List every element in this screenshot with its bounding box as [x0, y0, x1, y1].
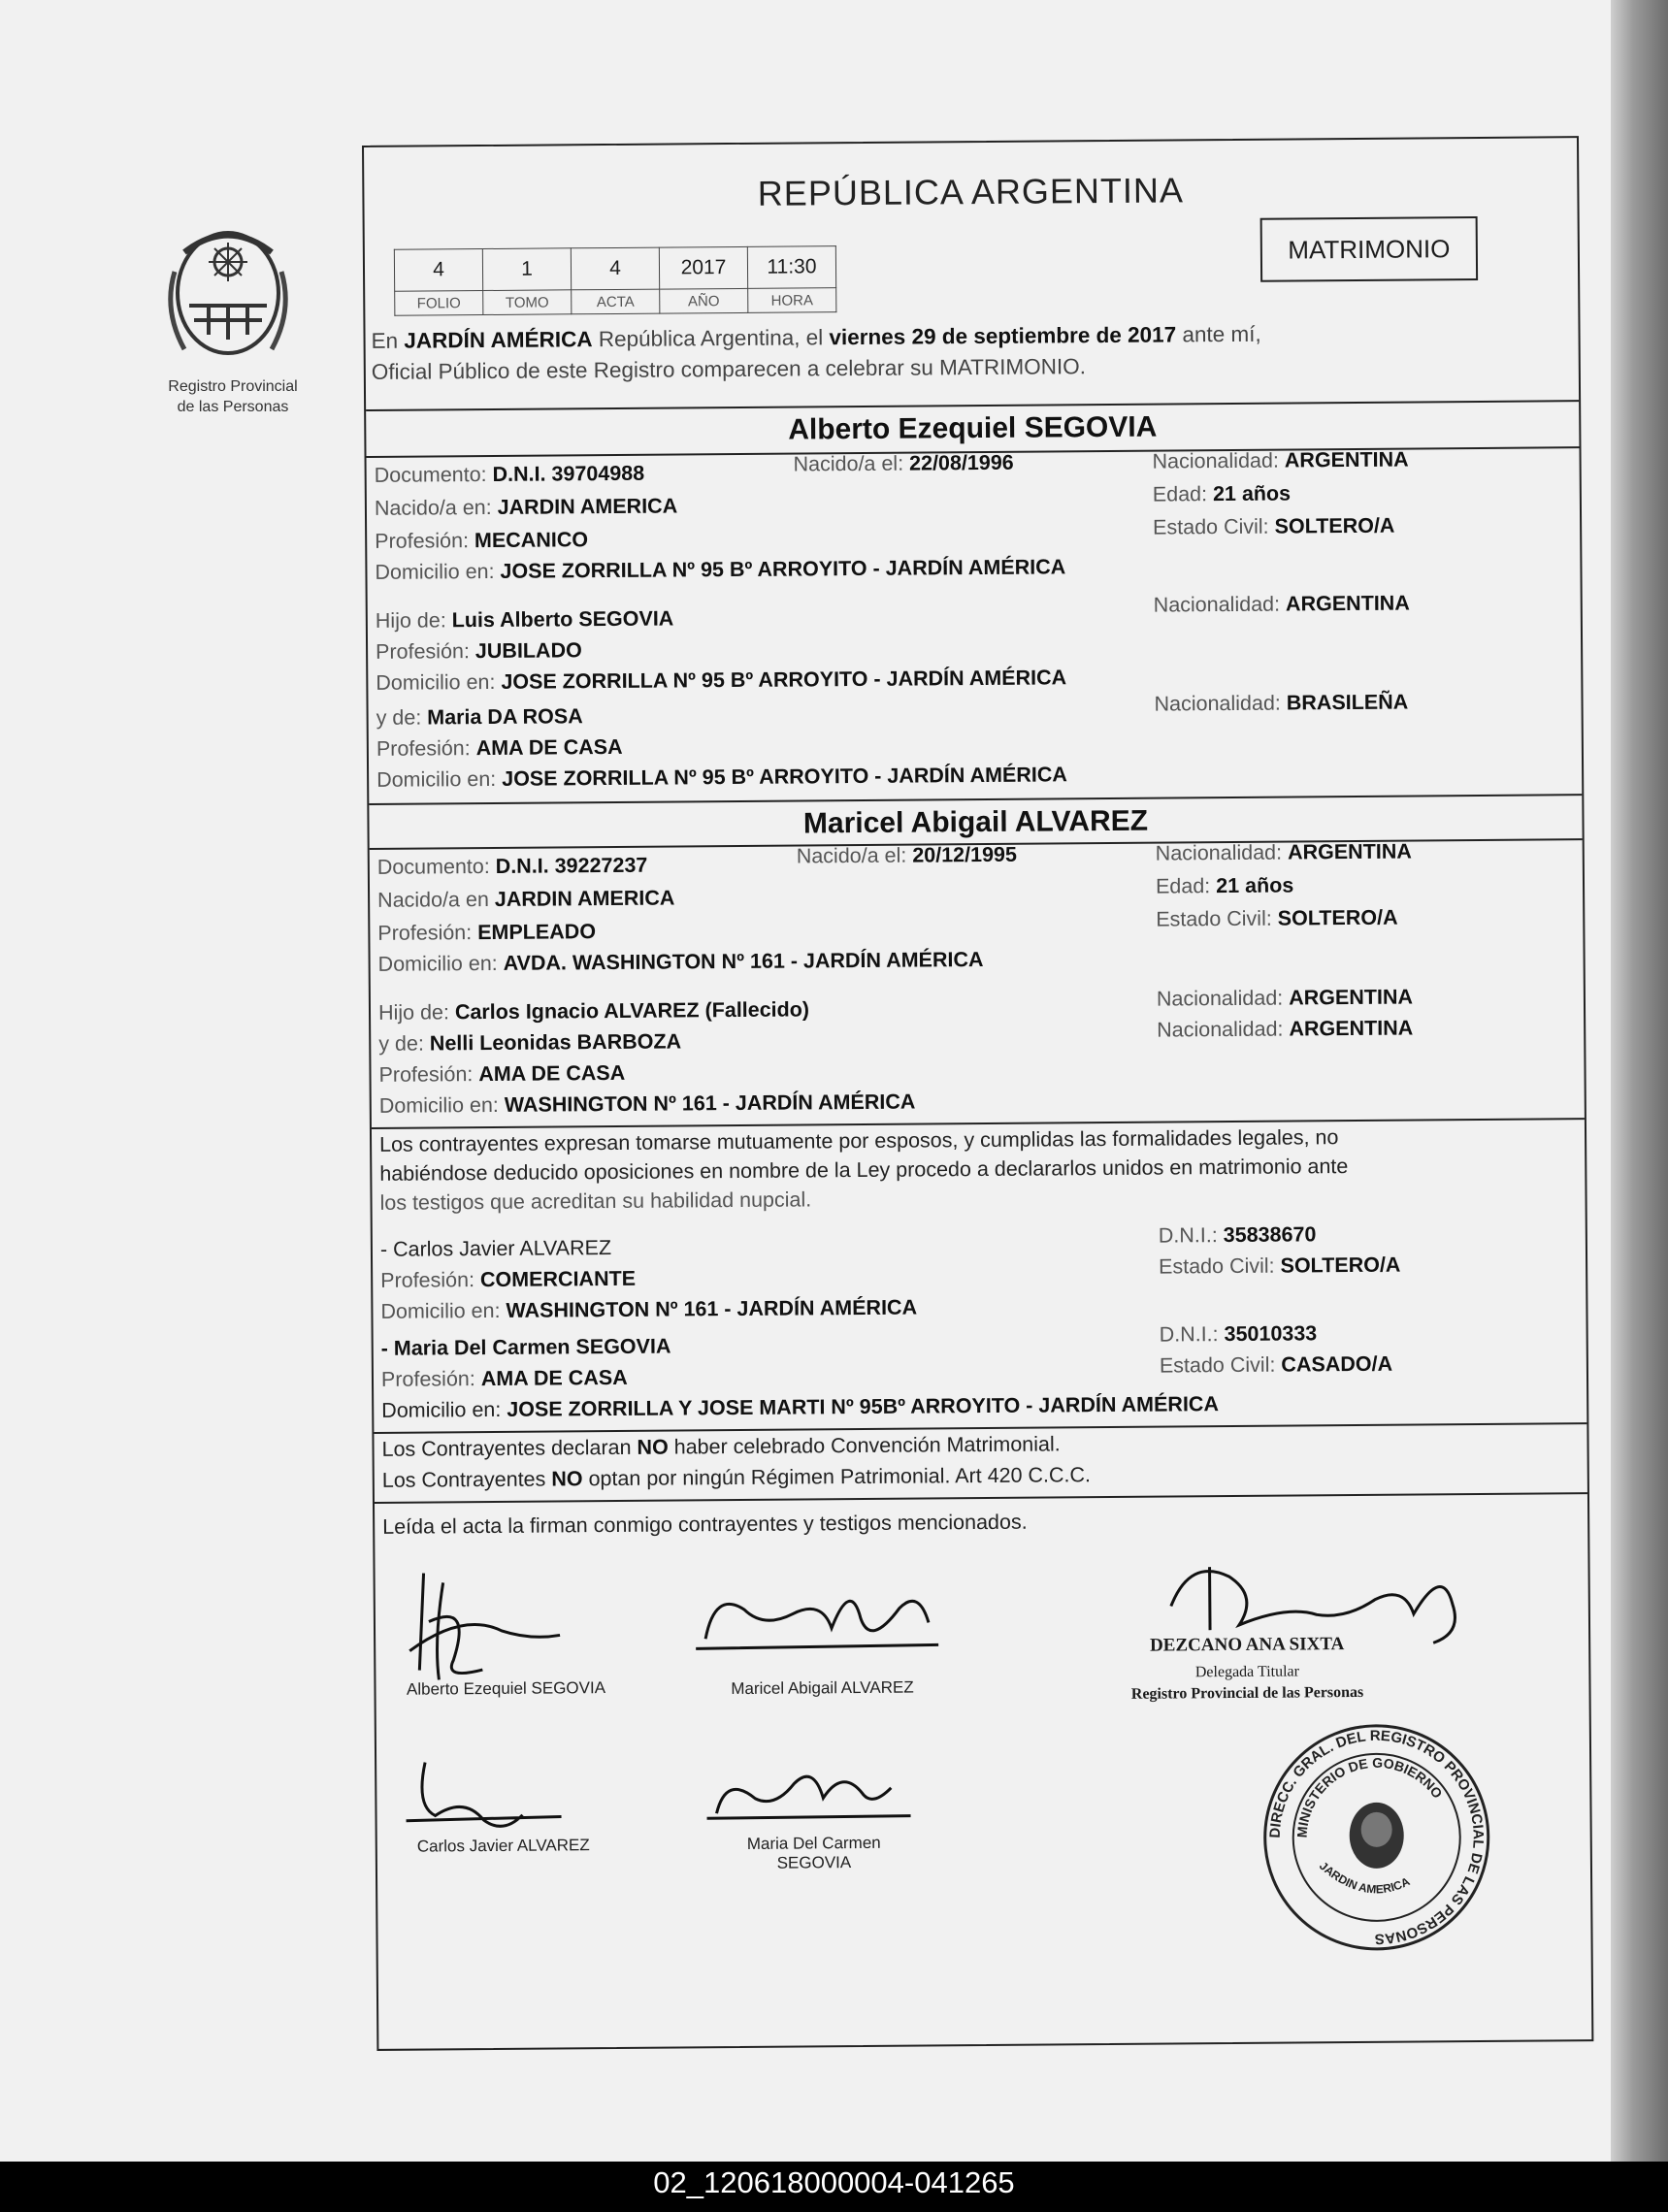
bride-civil-status: Estado Civil: SOLTERO/A	[1156, 905, 1398, 931]
year-value: 2017	[659, 246, 747, 289]
official-block	[1121, 1634, 1374, 1704]
seal-inner-text: MINISTERIO DE GOBIERNO	[1293, 1754, 1446, 1838]
groom-address: Domicilio en: JOSE ZORRILLA Nº 95 Bº ARROYITO - JARDÍN AMÉRICA	[375, 555, 1066, 584]
emblem-caption-line1: Registro Provincial	[168, 378, 298, 395]
groom-signature-label: Alberto Ezequiel SEGOVIA	[406, 1678, 606, 1699]
witness2-signature-icon	[697, 1754, 921, 1834]
acta-label: ACTA	[572, 289, 660, 314]
year-label: AÑO	[660, 288, 748, 313]
divider	[375, 1492, 1587, 1504]
bride-name: Maricel Abigail ALVAREZ	[802, 804, 1149, 840]
groom-mother-nationality: Nacionalidad: BRASILEÑA	[1154, 690, 1409, 716]
intro-place: JARDÍN AMÉRICA	[404, 327, 593, 353]
bride-nationality: Nacionalidad: ARGENTINA	[1155, 839, 1412, 865]
bride-mother: y de: Nelli Leonidas BARBOZA	[378, 1029, 682, 1056]
emblem-caption-line2: de las Personas	[177, 399, 289, 415]
intro-text-1: En	[371, 328, 405, 353]
bride-father-nationality: Nacionalidad: ARGENTINA	[1156, 985, 1414, 1011]
groom-name: Alberto Ezequiel SEGOVIA	[788, 410, 1158, 446]
witness1-name: - Carlos Javier ALVAREZ	[379, 1236, 612, 1261]
bride-profession: Profesión: EMPLEADO	[377, 920, 597, 945]
acta-value: 4	[571, 247, 659, 290]
regime-line2: Los Contrayentes NO optan por ningún Régimen Patrimonial. Art 420 C.C.C.	[381, 1463, 1092, 1492]
witness2-signature-label-line1: Maria Del Carmen	[746, 1833, 881, 1853]
intro-text-4: Oficial Público de este Registro comparecen a celebrar su MATRIMONIO.	[371, 354, 1087, 384]
bride-signature-icon	[686, 1569, 959, 1668]
declaration-line1: Los contrayentes expresan tomarse mutuamente por esposos, y cumplidas las formalidades legales, no	[378, 1125, 1339, 1156]
groom-mother-profession: Profesión: AMA DE CASA	[376, 734, 623, 761]
hour-label: HORA	[748, 288, 836, 313]
witness2-address: Domicilio en: JOSE ZORRILLA Y JOSE MARTI Nº 95Bº ARROYITO - JARDÍN AMÉRICA	[381, 1392, 1220, 1422]
tomo-label: TOMO	[483, 290, 572, 315]
intro-paragraph	[371, 316, 1574, 388]
intro-text-2: República Argentina, el	[592, 325, 830, 352]
groom-profession: Profesión: MECANICO	[375, 528, 589, 553]
groom-father-nationality: Nacionalidad: ARGENTINA	[1153, 591, 1410, 617]
groom-father-profession: Profesión: JUBILADO	[376, 638, 582, 664]
groom-signature-icon	[384, 1562, 579, 1690]
groom-birthdate: Nacido/a el: 22/08/1996	[793, 450, 1014, 476]
witness1-signature-label: Carlos Javier ALVAREZ	[416, 1836, 590, 1856]
hour-value: 11:30	[747, 246, 835, 289]
intro-text-3: ante mí,	[1176, 321, 1261, 347]
bride-age: Edad: 21 años	[1155, 873, 1294, 898]
bride-father: Hijo de: Carlos Ignacio ALVAREZ (Fallecido)	[377, 997, 810, 1025]
act-type-box	[1260, 216, 1479, 282]
witness2-civil-status: Estado Civil: CASADO/A	[1159, 1351, 1393, 1378]
emblem-caption	[136, 376, 330, 417]
groom-mother-address: Domicilio en: JOSE ZORRILLA Nº 95 Bº ARROYITO - JARDÍN AMÉRICA	[376, 763, 1067, 792]
witness2-signature-label	[717, 1834, 911, 1874]
groom-nationality: Nacionalidad: ARGENTINA	[1152, 447, 1409, 473]
official-office: Registro Provincial de las Personas	[1130, 1683, 1364, 1703]
seal-bottom-text: JARDIN AMERICA	[1317, 1859, 1413, 1897]
signatures-intro: Leída el acta la firman conmigo contrayentes y testigos mencionados.	[382, 1510, 1028, 1539]
witness2-profession: Profesión: AMA DE CASA	[380, 1365, 628, 1391]
certificate-title: REPÚBLICA ARGENTINA	[757, 170, 1185, 213]
bride-document: Documento: D.N.I. 39227237	[376, 853, 648, 879]
folio-value: 4	[394, 249, 482, 292]
official-name: DEZCANO ANA SIXTA	[1149, 1634, 1345, 1656]
footer-code: 02_120618000004-041265	[653, 2165, 1015, 2199]
registry-values-row	[394, 246, 835, 292]
declaration-line3: los testigos que acreditan su habilidad nupcial.	[379, 1187, 812, 1215]
groom-mother: y de: Maria DA ROSA	[376, 704, 583, 730]
marriage-certificate	[362, 136, 1593, 2051]
groom-birthplace: Nacido/a en: JARDIN AMERICA	[374, 494, 678, 520]
groom-civil-status: Estado Civil: SOLTERO/A	[1153, 513, 1395, 539]
declaration-line2: habiéndose deducido oposiciones en nombre de la Ley procedo a declararlos unidos en matrimonio ante	[379, 1155, 1349, 1186]
witness2-name: - Maria Del Carmen SEGOVIA	[380, 1334, 671, 1360]
bride-address: Domicilio en: AVDA. WASHINGTON Nº 161 - JARDÍN AMÉRICA	[377, 947, 984, 976]
groom-father-address: Domicilio en: JOSE ZORRILLA Nº 95 Bº ARROYITO - JARDÍN AMÉRICA	[376, 666, 1067, 695]
witness1-profession: Profesión: COMERCIANTE	[380, 1266, 637, 1292]
provincial-emblem-icon	[155, 213, 301, 369]
bride-signature-label: Maricel Abigail ALVAREZ	[731, 1677, 914, 1699]
witness1-dni: D.N.I.: 35838670	[1158, 1222, 1317, 1248]
groom-age: Edad: 21 años	[1152, 481, 1292, 506]
seal-outer-text: DIRECC. GRAL. DEL REGISTRO PROVINCIAL DE LAS PERSONAS	[1266, 1727, 1487, 1947]
groom-document: Documento: D.N.I. 39704988	[374, 461, 645, 487]
witness1-address: Domicilio en: WASHINGTON Nº 161 - JARDÍN AMÉRICA	[380, 1295, 918, 1323]
witness2-dni: D.N.I.: 35010333	[1159, 1321, 1318, 1347]
page-edge	[1611, 0, 1668, 2162]
witness1-civil-status: Estado Civil: SOLTERO/A	[1159, 1252, 1401, 1279]
groom-father: Hijo de: Luis Alberto SEGOVIA	[375, 606, 674, 633]
act-type-label: MATRIMONIO	[1288, 233, 1451, 265]
official-seal-icon	[1259, 1720, 1494, 1955]
bride-mother-address: Domicilio en: WASHINGTON Nº 161 - JARDÍN AMÉRICA	[378, 1090, 916, 1118]
bride-mother-profession: Profesión: AMA DE CASA	[378, 1060, 626, 1087]
registry-labels-row	[395, 288, 836, 316]
witness2-signature-label-line2: SEGOVIA	[776, 1853, 852, 1872]
bride-birthplace: Nacido/a en JARDIN AMERICA	[377, 886, 675, 912]
regime-line1: Los Contrayentes declaran NO haber celebrado Convención Matrimonial.	[381, 1432, 1061, 1461]
registry-table	[394, 245, 837, 316]
tomo-value: 1	[482, 248, 571, 291]
official-role: Delegada Titular	[1194, 1663, 1299, 1681]
bride-birthdate: Nacido/a el: 20/12/1995	[796, 842, 1017, 868]
folio-label: FOLIO	[395, 291, 483, 316]
witness1-signature-icon	[396, 1756, 572, 1844]
intro-date: viernes 29 de septiembre de 2017	[829, 322, 1177, 350]
bride-mother-nationality: Nacionalidad: ARGENTINA	[1157, 1016, 1414, 1042]
